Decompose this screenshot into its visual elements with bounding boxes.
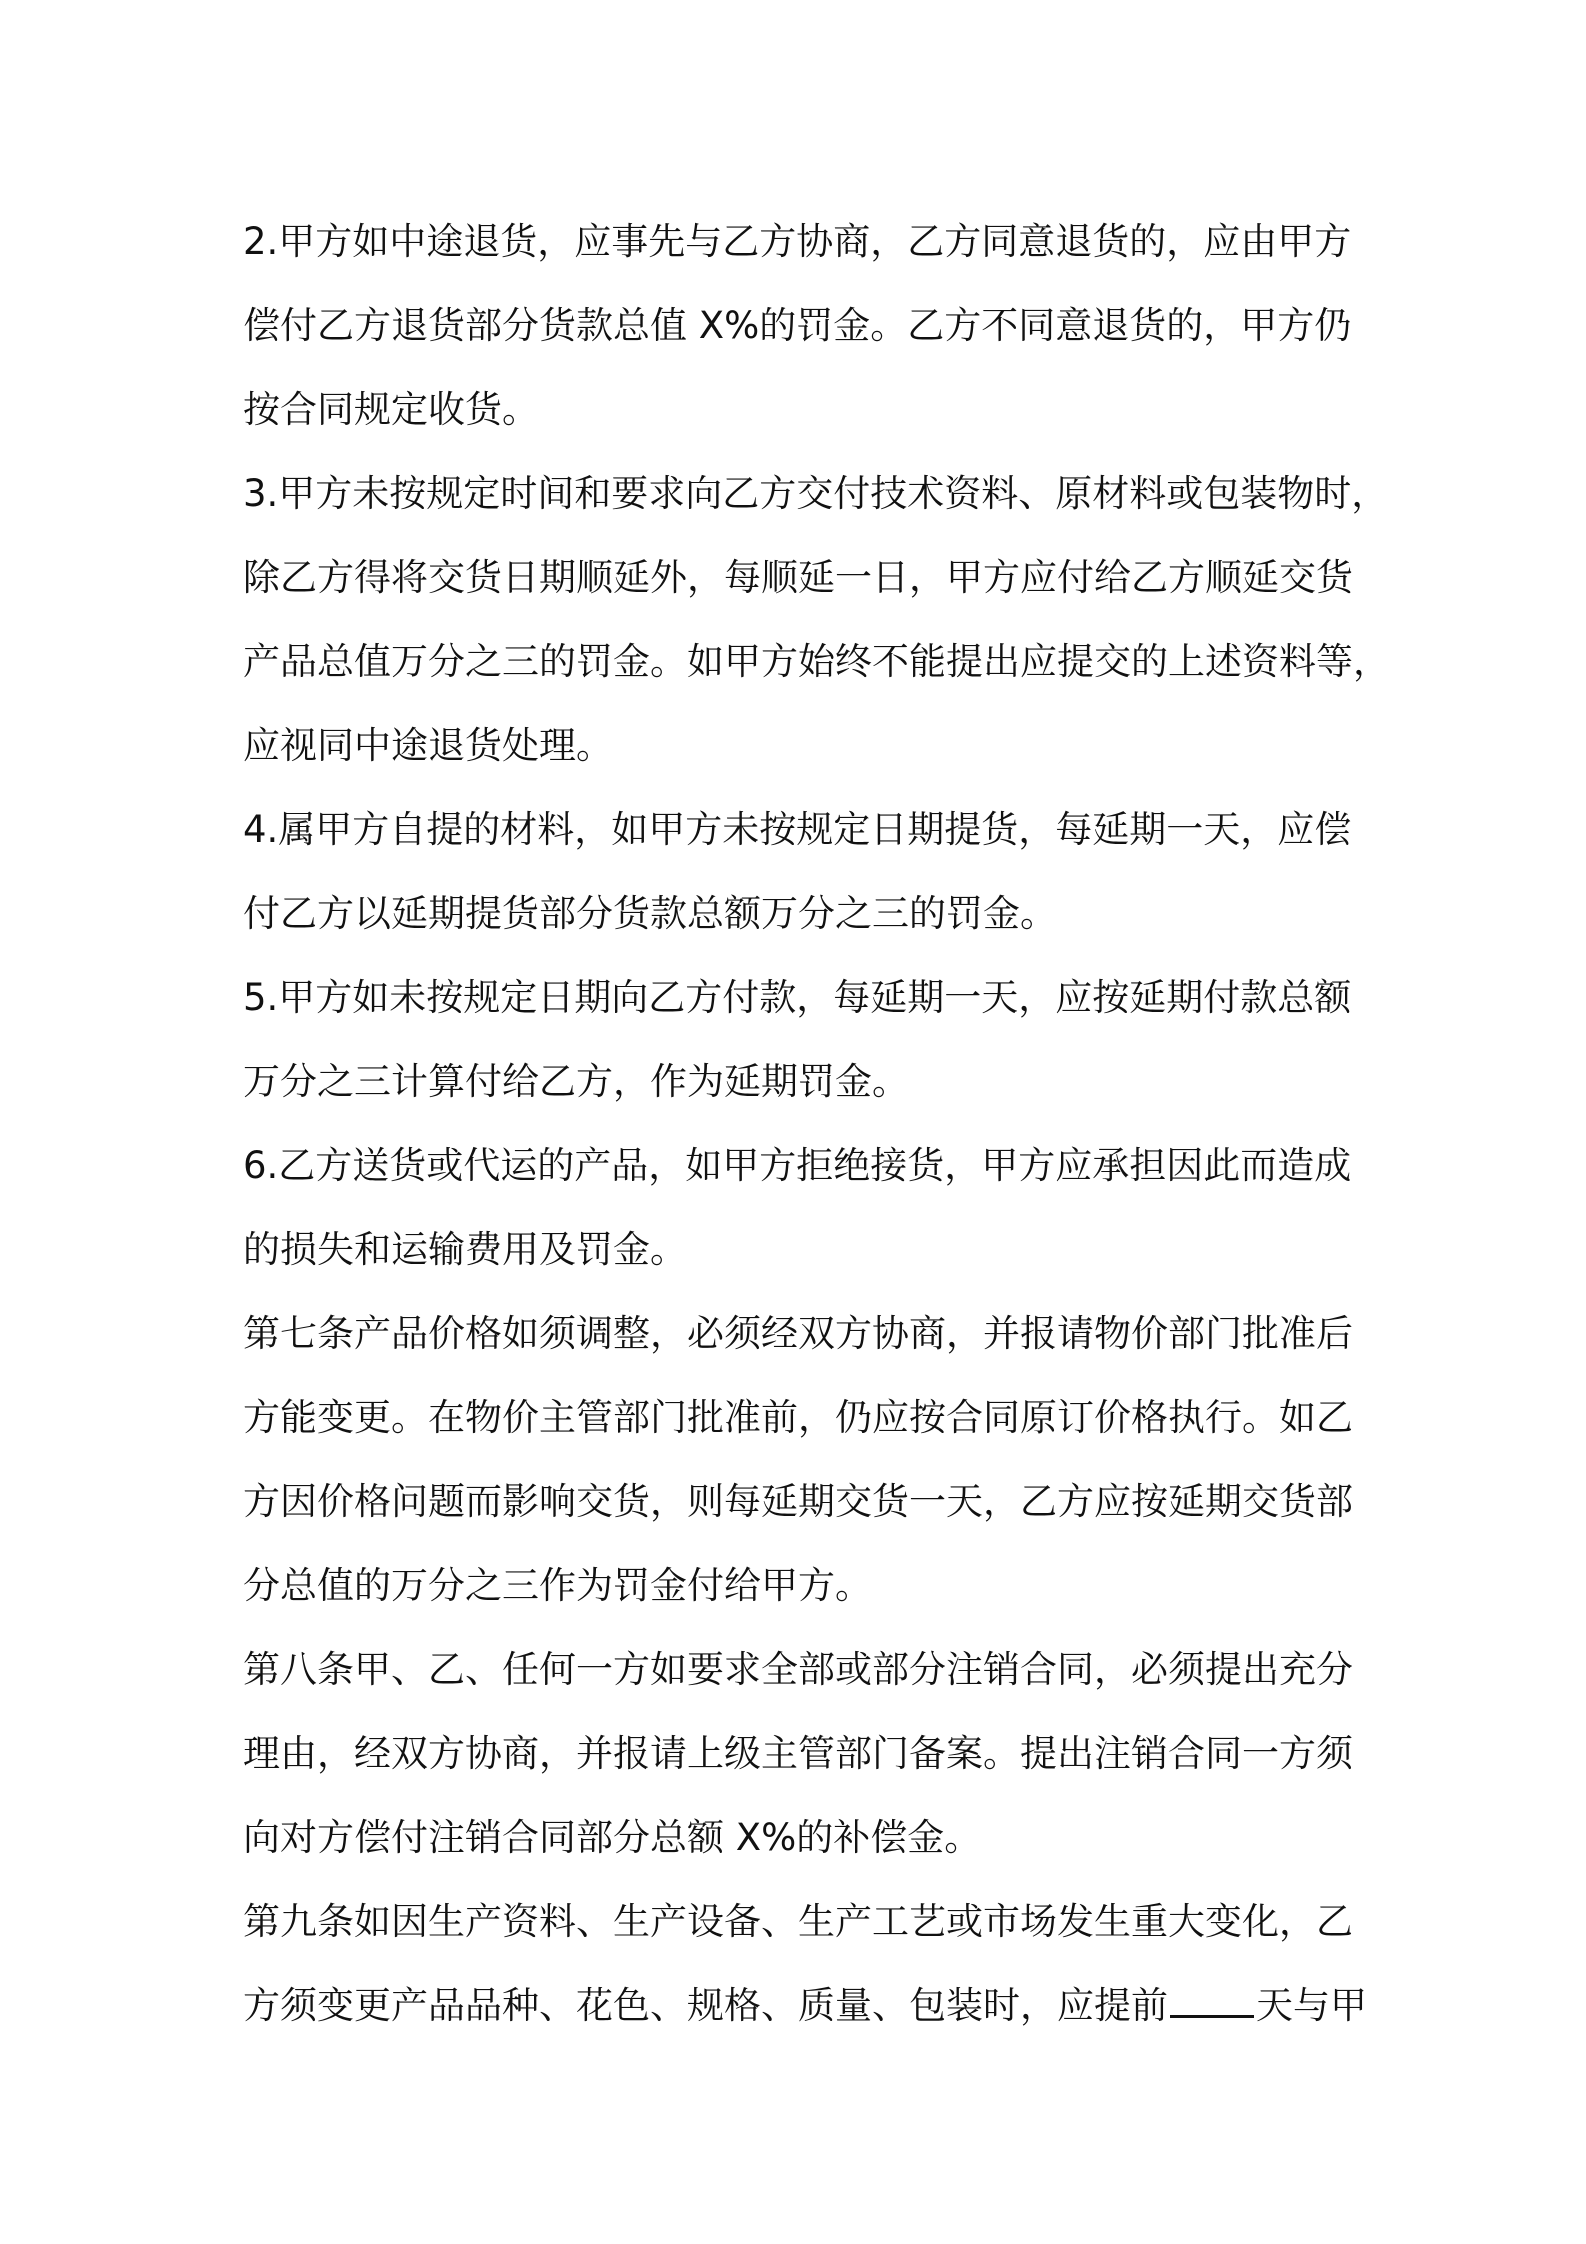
text-line: 万分之三计算付给乙方，作为延期罚金。 <box>243 1060 909 1103</box>
text-line: 第七条产品价格如须调整，必须经双方协商，并报请物价部门批准后 <box>243 1312 1353 1355</box>
text-line: 第八条甲、乙、任何一方如要求全部或部分注销合同，必须提出充分 <box>243 1648 1353 1691</box>
text-segment: 方须变更产品品种、花色、规格、质量、包装时，应提前 <box>243 1984 1168 2027</box>
document-body <box>243 200 1390 2048</box>
text-line: 应视同中途退货处理。 <box>243 724 613 767</box>
text-line: 偿付乙方退货部分货款总值 X%的罚金。乙方不同意退货的，甲方仍 <box>243 304 1352 347</box>
text-line: 向对方偿付注销合同部分总额 X%的补偿金。 <box>243 1816 982 1859</box>
text-line: 4.属甲方自提的材料，如甲方未按规定日期提货，每延期一天，应偿 <box>243 808 1352 851</box>
text-line: 方因价格问题而影响交货，则每延期交货一天，乙方应按延期交货部 <box>243 1480 1353 1523</box>
text-line: 3.甲方未按规定时间和要求向乙方交付技术资料、原材料或包装物时， <box>243 472 1389 515</box>
text-line: 理由，经双方协商，并报请上级主管部门备案。提出注销合同一方须 <box>243 1732 1353 1775</box>
text-line: 除乙方得将交货日期顺延外，每顺延一日，甲方应付给乙方顺延交货 <box>243 556 1353 599</box>
text-segment: 天与甲 <box>1256 1984 1367 2027</box>
text-line: 分总值的万分之三作为罚金付给甲方。 <box>243 1564 872 1607</box>
text-line: 2.甲方如中途退货，应事先与乙方协商，乙方同意退货的，应由甲方 <box>243 220 1352 263</box>
text-line: 的损失和运输费用及罚金。 <box>243 1228 687 1271</box>
text-line: 付乙方以延期提货部分货款总额万分之三的罚金。 <box>243 892 1057 935</box>
text-line: 5.甲方如未按规定日期向乙方付款，每延期一天，应按延期付款总额 <box>243 976 1352 1019</box>
text-line: 产品总值万分之三的罚金。如甲方始终不能提出应提交的上述资料等， <box>243 640 1390 683</box>
text-line: 方能变更。在物价主管部门批准前，仍应按合同原订价格执行。如乙 <box>243 1396 1353 1439</box>
text-line: 6.乙方送货或代运的产品，如甲方拒绝接货，甲方应承担因此而造成 <box>243 1144 1352 1187</box>
text-line: 按合同规定收货。 <box>243 388 539 431</box>
fill-in-blank <box>1170 1981 1254 2018</box>
text-line: 第九条如因生产资料、生产设备、生产工艺或市场发生重大变化，乙 <box>243 1900 1353 1943</box>
text-line-with-blank <box>243 1964 1367 2048</box>
